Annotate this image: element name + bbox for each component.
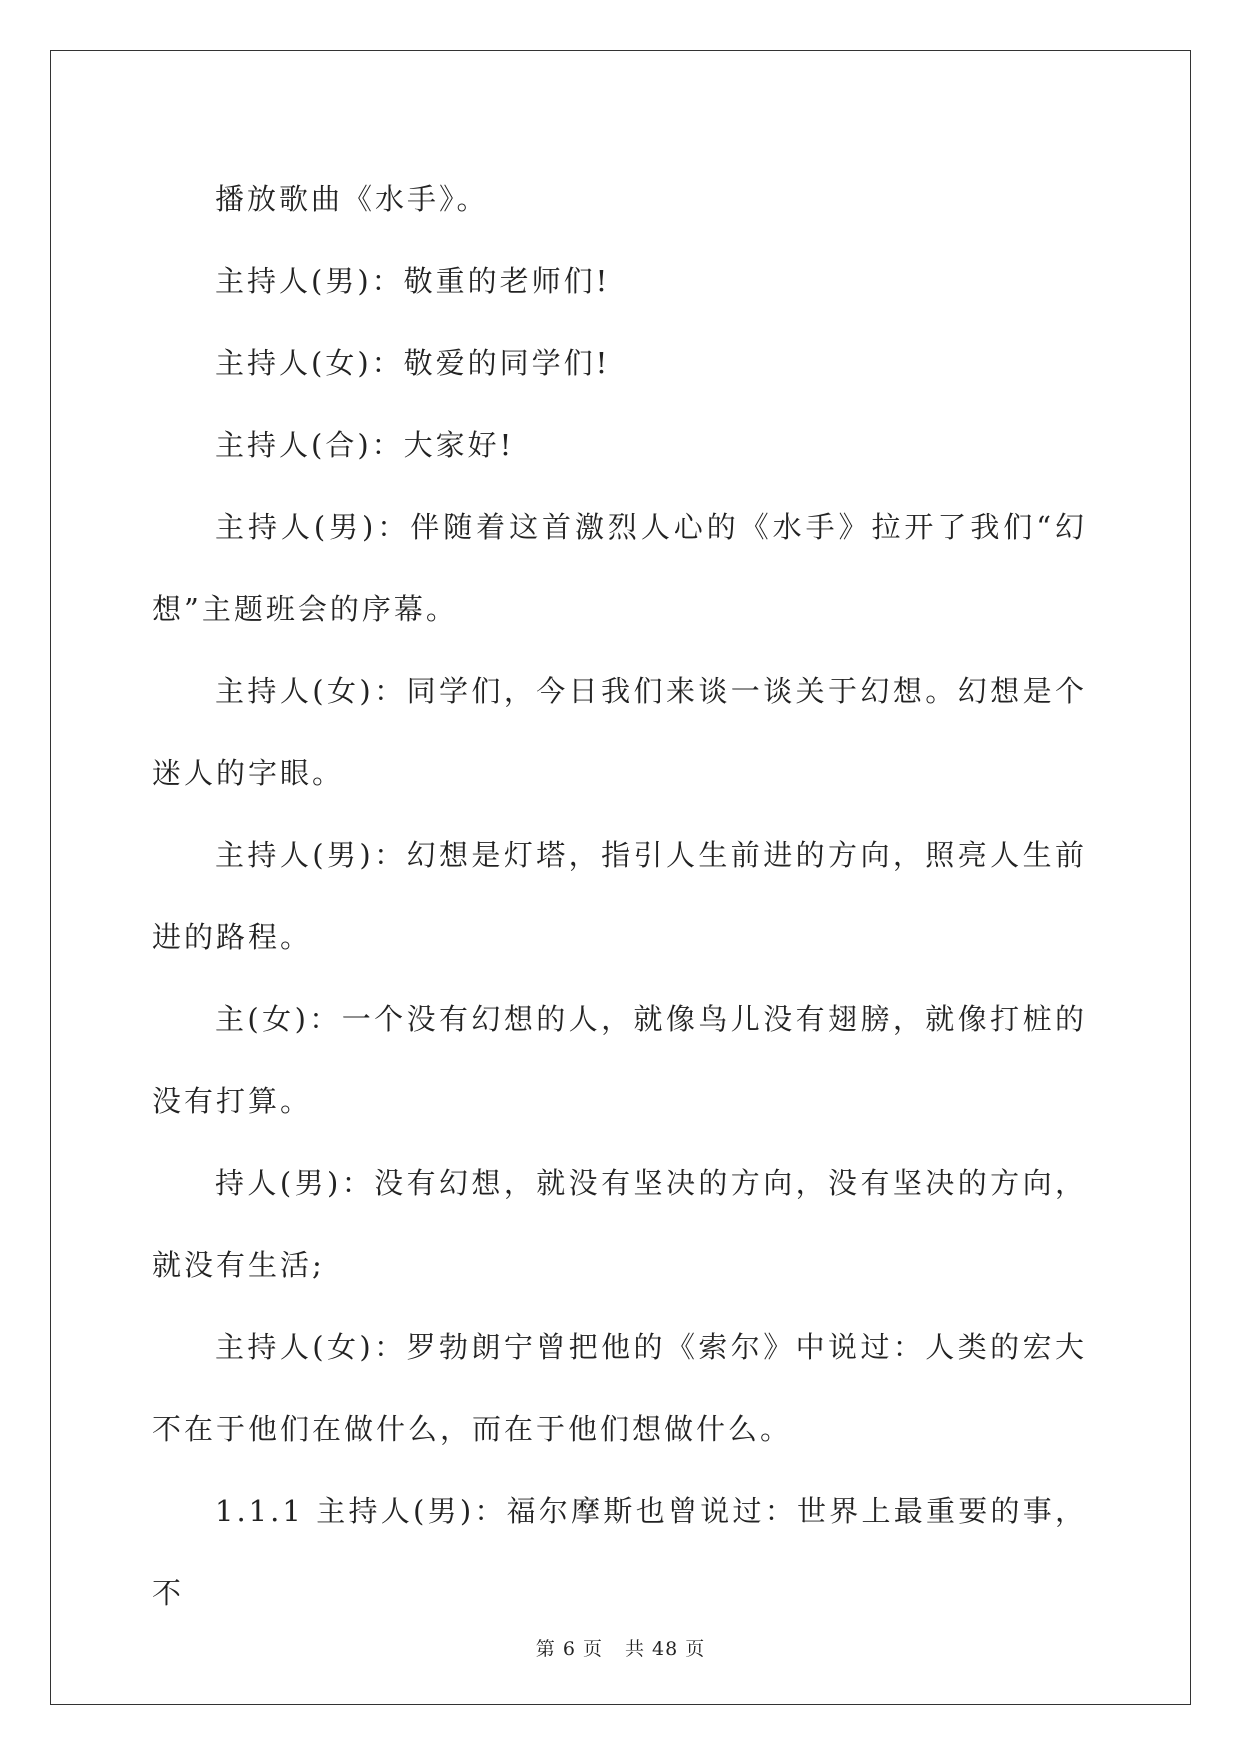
paragraph: 主持人(男)：幻想是灯塔，指引人生前进的方向，照亮人生前进的路程。: [152, 838, 1087, 954]
page-footer: [0, 1634, 1241, 1661]
paragraph: 主持人(男)：敬重的老师们!: [215, 264, 611, 298]
paragraph: 主持人(女)：敬爱的同学们!: [215, 346, 611, 380]
paragraph: 主持人(女)：罗勃朗宁曾把他的《索尔》中说过：人类的宏大不在于他们在做什么，而在于他们想做什么。: [152, 1330, 1087, 1446]
paragraph: 主(女)：一个没有幻想的人，就像鸟儿没有翅膀，就像打桩的没有打算。: [152, 1002, 1087, 1118]
paragraph: 持人(男)：没有幻想，就没有坚决的方向，没有坚决的方向，就没有生活;: [152, 1166, 1087, 1282]
paragraph: 1.1.1 主持人(男)：福尔摩斯也曾说过：世界上最重要的事，不: [152, 1494, 1087, 1610]
paragraph: 主持人(女)：同学们，今日我们来谈一谈关于幻想。幻想是个迷人的字眼。: [152, 674, 1087, 790]
paragraph: 主持人(男)：伴随着这首激烈人心的《水手》拉开了我们“幻想”主题班会的序幕。: [152, 510, 1087, 626]
page-number: 第 6 页: [535, 1638, 603, 1660]
paragraph: 主持人(合)：大家好!: [215, 428, 515, 462]
page-total: 共 48 页: [624, 1638, 706, 1660]
document-body: [152, 158, 1087, 1634]
paragraph: 播放歌曲《水手》。: [215, 182, 489, 216]
